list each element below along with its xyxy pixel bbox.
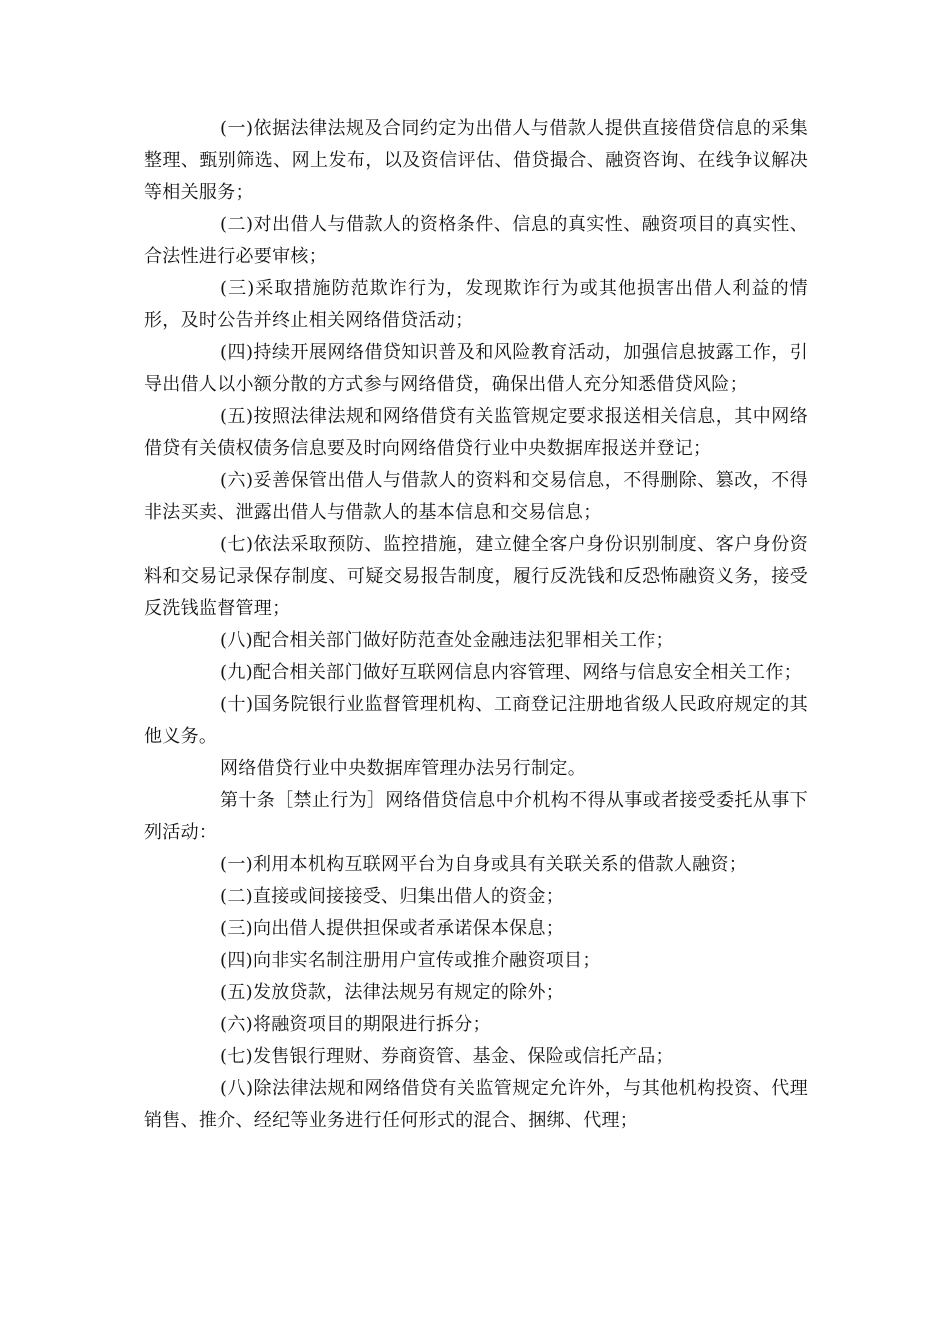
paragraph: 网络借贷行业中央数据库管理办法另行制定。 (220, 758, 586, 779)
paragraph: (五)按照法律法规和网络借贷有关监管规定要求报送相关信息，其中网络借贷有关债权债务信息要及时向网络借贷行业中央数据库报送并登记； (144, 406, 808, 459)
article-paragraph: 第十条［禁止行为］网络借贷信息中介机构不得从事或者接受委托从事下列活动： (144, 790, 808, 843)
paragraph: (三)采取措施防范欺诈行为，发现欺诈行为或其他损害出借人利益的情形，及时公告并终止相关网络借贷活动； (144, 278, 808, 331)
paragraph: (三)向出借人提供担保或者承诺保本保息； (220, 918, 565, 939)
paragraph: (八)配合相关部门做好防范查处金融违法犯罪相关工作； (220, 630, 674, 651)
paragraph: (四)向非实名制注册用户宣传或推介融资项目； (220, 950, 601, 971)
paragraph: (二)对出借人与借款人的资格条件、信息的真实性、融资项目的真实性、合法性进行必要审核； (144, 214, 808, 267)
paragraph: (七)依法采取预防、监控措施，建立健全客户身份识别制度、客户身份资料和交易记录保存制度、可疑交易报告制度，履行反洗钱和反恐怖融资义务，接受反洗钱监督管理； (144, 534, 808, 619)
document-body (144, 113, 808, 1137)
paragraph: (九)配合相关部门做好互联网信息内容管理、网络与信息安全相关工作； (220, 662, 802, 683)
paragraph: (二)直接或间接接受、归集出借人的资金； (220, 886, 565, 907)
paragraph: (五)发放贷款，法律法规另有规定的除外； (220, 982, 565, 1003)
paragraph: (七)发售银行理财、券商资管、基金、保险或信托产品； (220, 1046, 674, 1067)
paragraph: (六)将融资项目的期限进行拆分； (220, 1014, 491, 1035)
paragraph: (八)除法律法规和网络借贷有关监管规定允许外，与其他机构投资、代理销售、推介、经纪等业务进行任何形式的混合、捆绑、代理； (144, 1078, 808, 1131)
paragraph: (一)利用本机构互联网平台为自身或具有关联关系的借款人融资； (220, 854, 748, 875)
paragraph: (一)依据法律法规及合同约定为出借人与借款人提供直接借贷信息的采集整理、甄别筛选、网上发布，以及资信评估、借贷撮合、融资咨询、在线争议解决等相关服务； (144, 118, 808, 203)
paragraph: (六)妥善保管出借人与借款人的资料和交易信息，不得删除、篡改，不得非法买卖、泄露出借人与借款人的基本信息和交易信息； (144, 470, 808, 523)
paragraph: (四)持续开展网络借贷知识普及和风险教育活动，加强信息披露工作，引导出借人以小额分散的方式参与网络借贷，确保出借人充分知悉借贷风险； (144, 342, 808, 395)
paragraph: (十)国务院银行业监督管理机构、工商登记注册地省级人民政府规定的其他义务。 (144, 694, 808, 747)
